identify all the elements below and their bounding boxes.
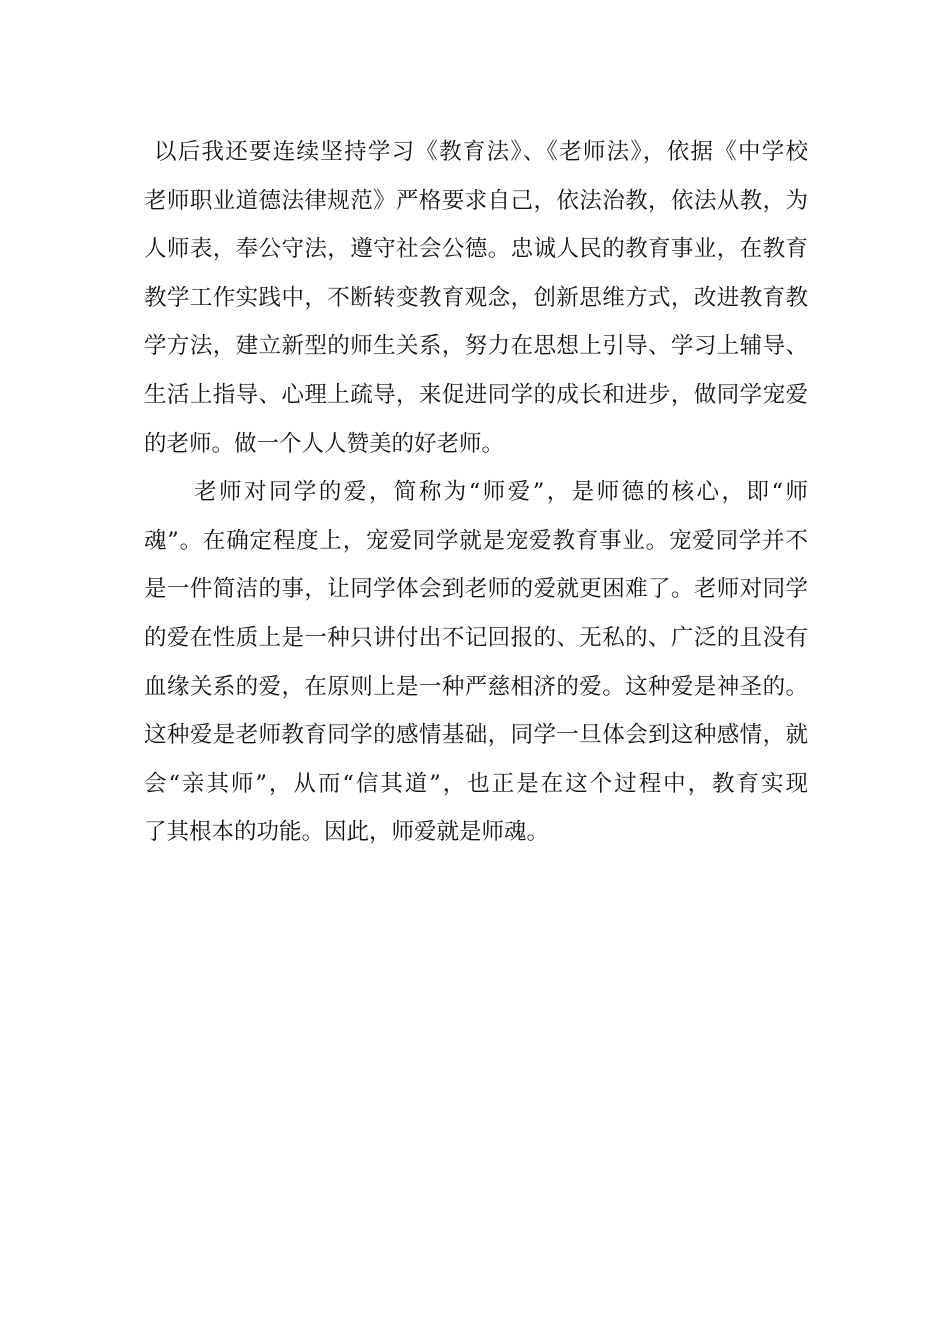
text-line: 的爱在性质上是一种只讲付出不记回报的、无私的、广泛的且没有 bbox=[144, 624, 808, 651]
paragraph-1 bbox=[144, 128, 808, 468]
text-line: 的老师。做一个人人赞美的好老师。 bbox=[144, 430, 505, 457]
text-line: 会“亲其师”，从而“信其道”，也正是在这个过程中，教育实现 bbox=[144, 770, 808, 797]
paragraph-2 bbox=[144, 468, 808, 857]
text-line: 魂”。在确定程度上，宠爱同学就是宠爱教育事业。宠爱同学并不 bbox=[144, 527, 808, 554]
document-body bbox=[144, 128, 808, 857]
text-line: 是一件简洁的事，让同学体会到老师的爱就更困难了。老师对同学 bbox=[144, 576, 808, 603]
text-line: 人师表，奉公守法，遵守社会公德。忠诚人民的教育事业，在教育 bbox=[144, 236, 808, 263]
text-line: 生活上指导、心理上疏导，来促进同学的成长和进步，做同学宠爱 bbox=[144, 381, 808, 408]
text-line: 老师对同学的爱，简称为“师爱”，是师德的核心，即“师 bbox=[194, 479, 808, 506]
text-line: 了其根本的功能。因此，师爱就是师魂。 bbox=[144, 819, 550, 846]
text-line: 老师职业道德法律规范》严格要求自己，依法治教，依法从教，为 bbox=[144, 187, 808, 214]
text-line: 这种爱是老师教育同学的感情基础，同学一旦体会到这种感情，就 bbox=[144, 722, 808, 749]
text-line: 血缘关系的爱，在原则上是一种严慈相济的爱。这种爱是神圣的。 bbox=[144, 673, 808, 700]
text-line: 教学工作实践中，不断转变教育观念，创新思维方式，改进教育教 bbox=[144, 284, 808, 311]
text-line: 学方法，建立新型的师生关系，努力在思想上引导、学习上辅导、 bbox=[144, 333, 808, 360]
text-line: 以后我还要连续坚持学习《教育法》、《老师法》，依据《中学校 bbox=[154, 139, 808, 165]
